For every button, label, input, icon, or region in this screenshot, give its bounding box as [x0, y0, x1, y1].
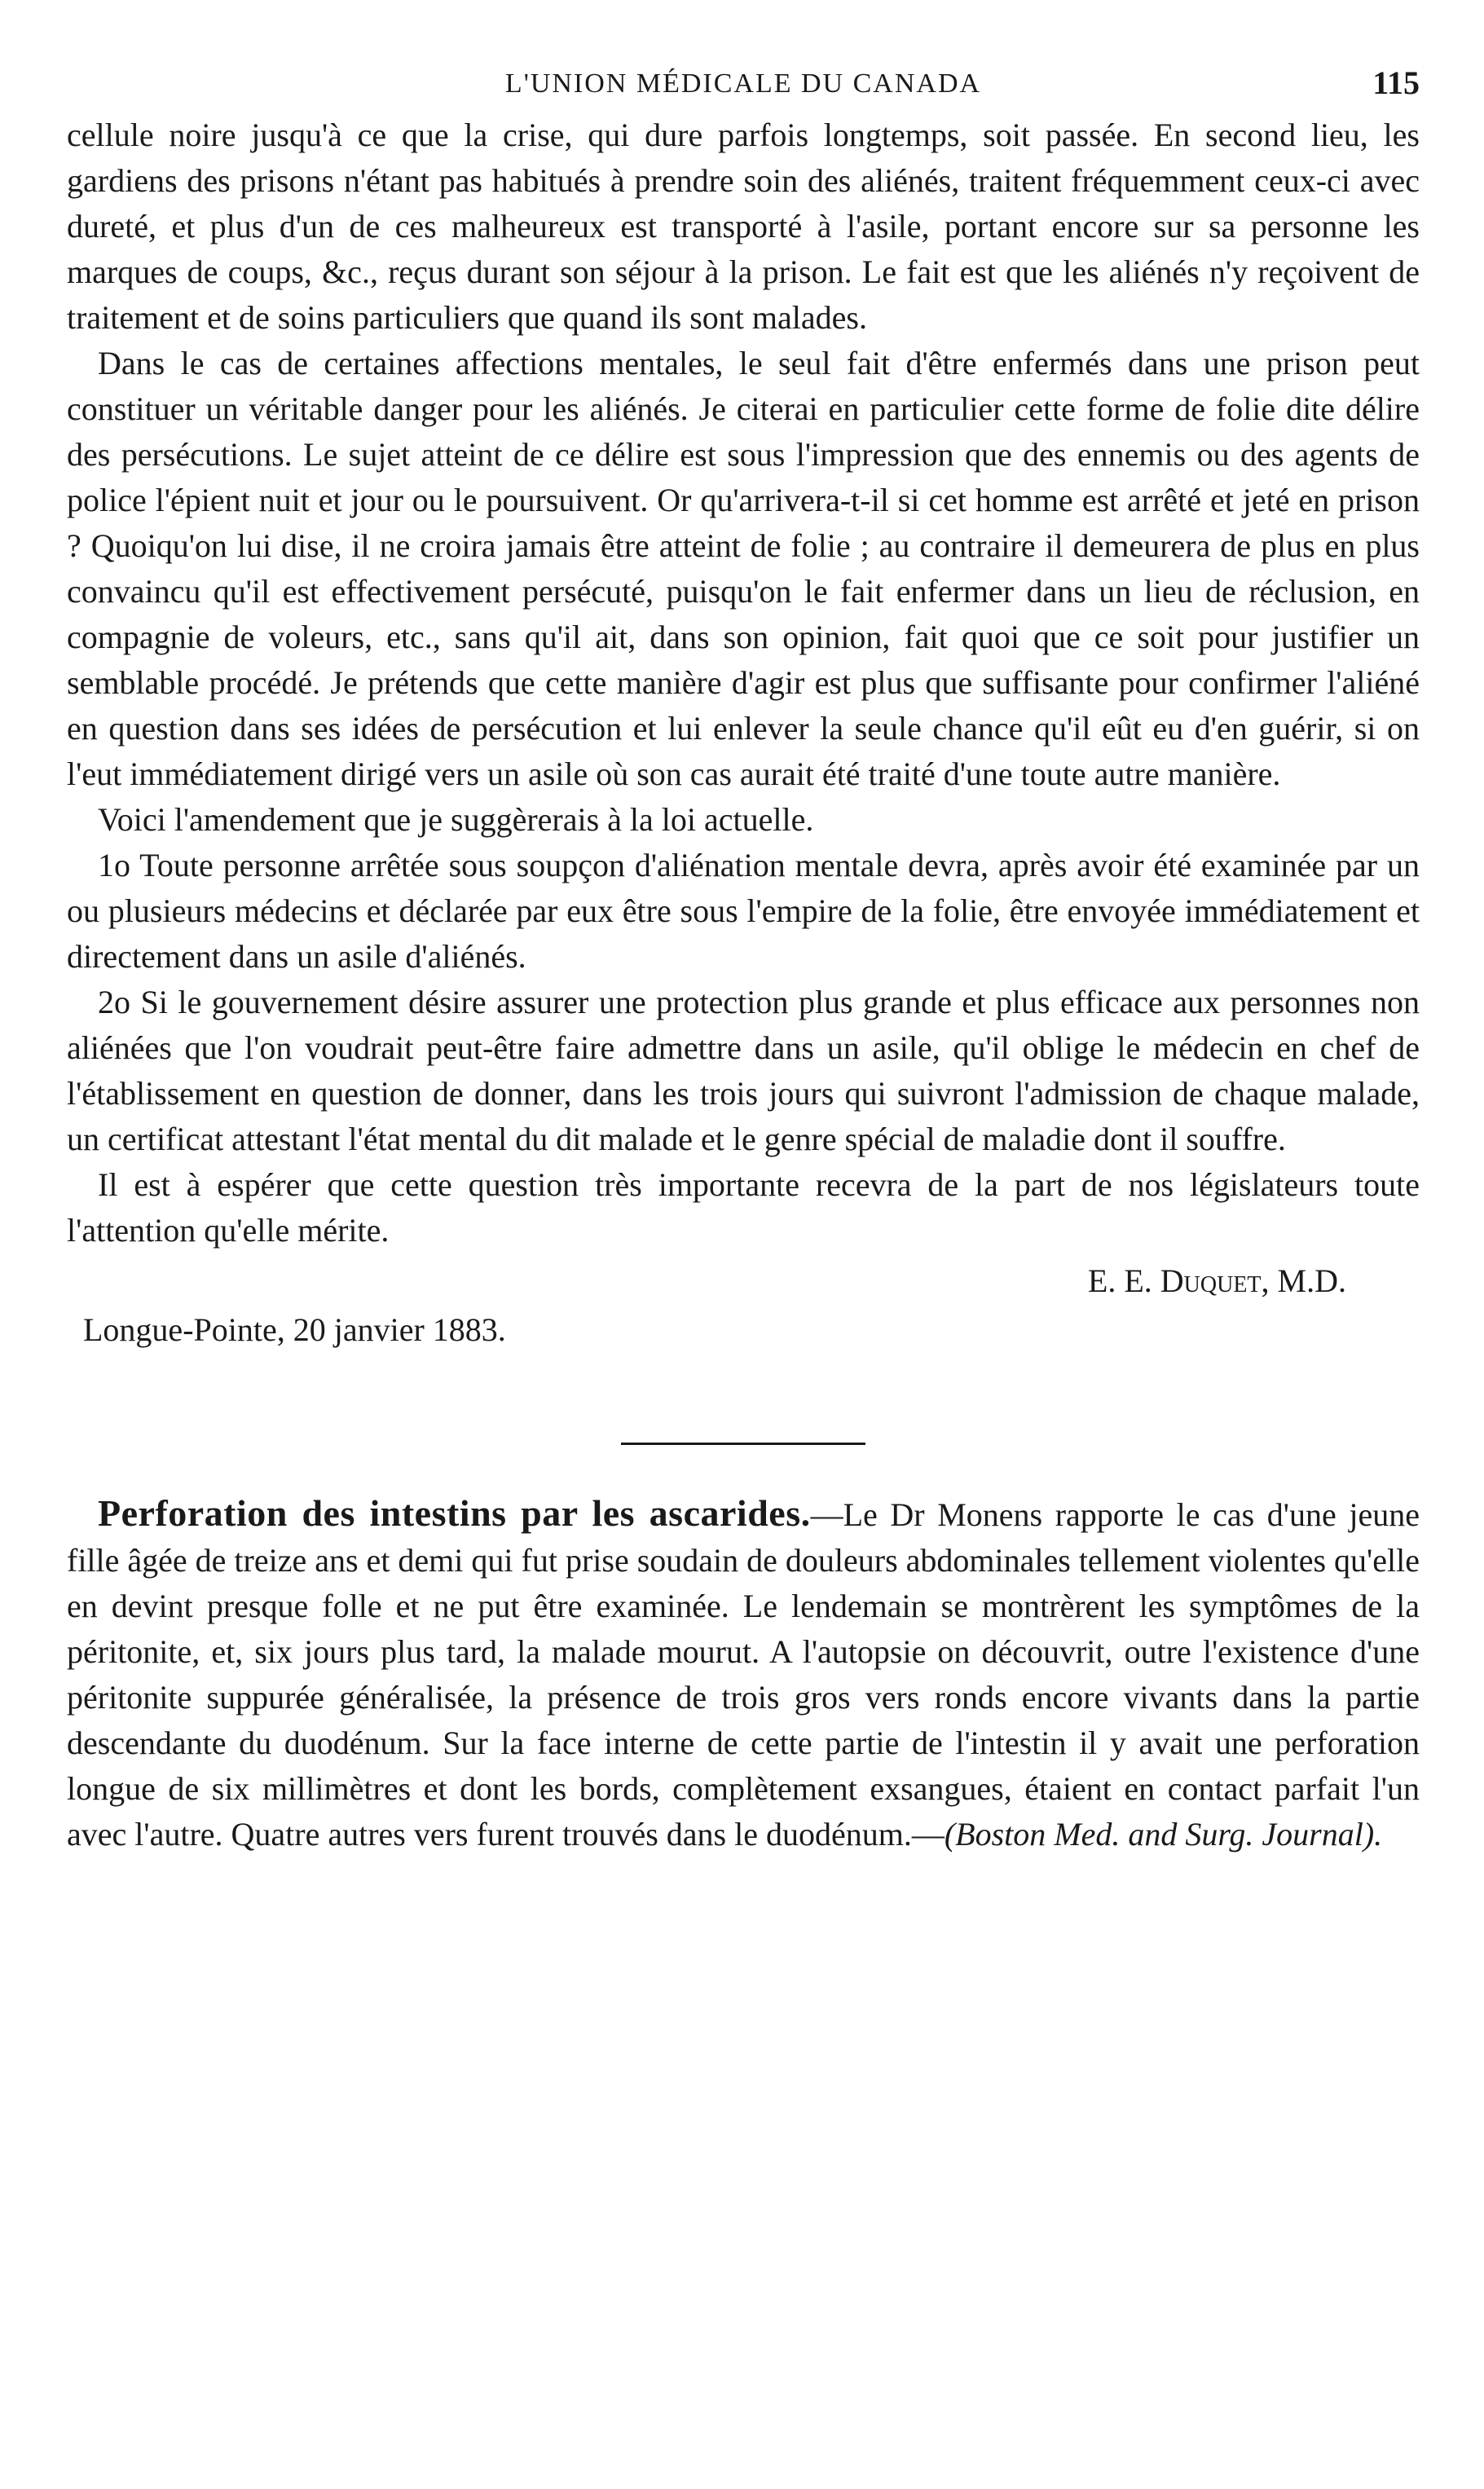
- paragraph-persecution: Dans le cas de certaines affections mentales, le seul fait d'être enfermés dans une prison peut constituer un véritable danger pour les aliénés. Je citerai en particulier cette forme de folie dite délire des persécutions. Le sujet atteint de ce délire est sous l'impression que des ennemis ou des agents de police l'épient nuit et jour ou le poursuivent. Or qu'arrivera-t-il si cet homme est arrêté et jeté en prison ? Quoiqu'on lui dise, il ne croira jamais être atteint de folie ; au contraire il demeurera de plus en plus convaincu qu'il est effectivement persécuté, puisqu'on le fait enfermer dans un lieu de réclusion, en compagnie de voleurs, etc., sans qu'il ait, dans son opinion, fait quoi que ce soit pour justifier un semblable procédé. Je prétends que cette manière d'agir est plus que suffisante pour confirmer l'aliéné en question dans ses idées de persécution et lui enlever la seule chance qu'il eût eu d'en guérir, si on l'eut immédiatement dirigé vers un asile où son cas aurait été traité d'une toute autre manière.: [67, 345, 1420, 792]
- author-signature: [67, 1258, 1420, 1304]
- paragraph-amendment-1: 1o Toute personne arrêtée sous soupçon d'aliénation mentale devra, après avoir été examinée par un ou plusieurs médecins et déclarée par eux être sous l'empire de la folie, être envoyée immédiatement et directement dans un asile d'aliénés.: [67, 847, 1420, 975]
- running-title: L'UNION MÉDICALE DU CANADA: [504, 68, 982, 99]
- paragraph-conclusion: Il est à espérer que cette question très importante recevra de la part de nos législateurs toute l'attention qu'elle mérite.: [67, 1166, 1420, 1249]
- paragraph-amendment-2: 2o Si le gouvernement désire assurer une protection plus grande et plus efficace aux personnes non aliénées que l'on voudrait peut-être faire admettre dans un asile, qu'il oblige le médecin en chef de l'établissement en question de donner, dans les trois jours qui suivront l'admission de chaque malade, un certificat attestant l'état mental du dit malade et le genre spécial de maladie dont il souffre.: [67, 984, 1420, 1157]
- author-surname: Duquet: [1160, 1262, 1262, 1299]
- author-initials: E. E.: [1087, 1262, 1152, 1299]
- author-title: , M.D.: [1261, 1262, 1346, 1299]
- page-number: 115: [1372, 64, 1420, 101]
- journal-page: [67, 57, 1420, 1857]
- article-source: (Boston Med. and Surg. Journal).: [944, 1816, 1383, 1852]
- article-body: —Le Dr Monens rapporte le cas d'une jeune fille âgée de treize ans et demi qui fut prise soudain de douleurs abdominales tellement violentes qu'elle en devint presque folle et ne put être examinée. Le lendemain se montrèrent les symptômes de la péritonite, et, six jours plus tard, la malade mourut. A l'autopsie on découvrit, outre l'existence d'une péritonite suppurée généralisée, la présence de trois gros vers ronds encore vivants dans la partie descendante du duodénum. Sur la face interne de cette partie de l'intestin il y avait une perforation longue de six millimètres et dont les bords, complètement exsangues, étaient en contact parfait l'un avec l'autre. Quatre autres vers furent trouvés dans le duodénum.—: [67, 1496, 1420, 1852]
- paragraph-amendment-intro: Voici l'amendement que je suggèrerais à la loi actuelle.: [98, 801, 814, 838]
- article-title: Perforation des intestins par les ascarides.: [98, 1492, 811, 1534]
- paragraph-continuation: cellule noire jusqu'à ce que la crise, qui dure parfois longtemps, soit passée. En second lieu, les gardiens des prisons n'étant pas habitués à prendre soin des aliénés, traitent fréquemment ceux-ci avec dureté, et plus d'un de ces malheureux est transporté à l'asile, portant encore sur sa personne les marques de coups, &c., reçus durant son séjour à la prison. Le fait est que les aliénés n'y reçoivent de traitement et de soins particuliers que quand ils sont malades.: [67, 117, 1420, 336]
- place-date: Longue-Pointe, 20 janvier 1883.: [83, 1311, 506, 1348]
- section-divider: [621, 1443, 865, 1445]
- page-header: [67, 57, 1420, 106]
- article-perforation: [67, 1491, 1420, 1857]
